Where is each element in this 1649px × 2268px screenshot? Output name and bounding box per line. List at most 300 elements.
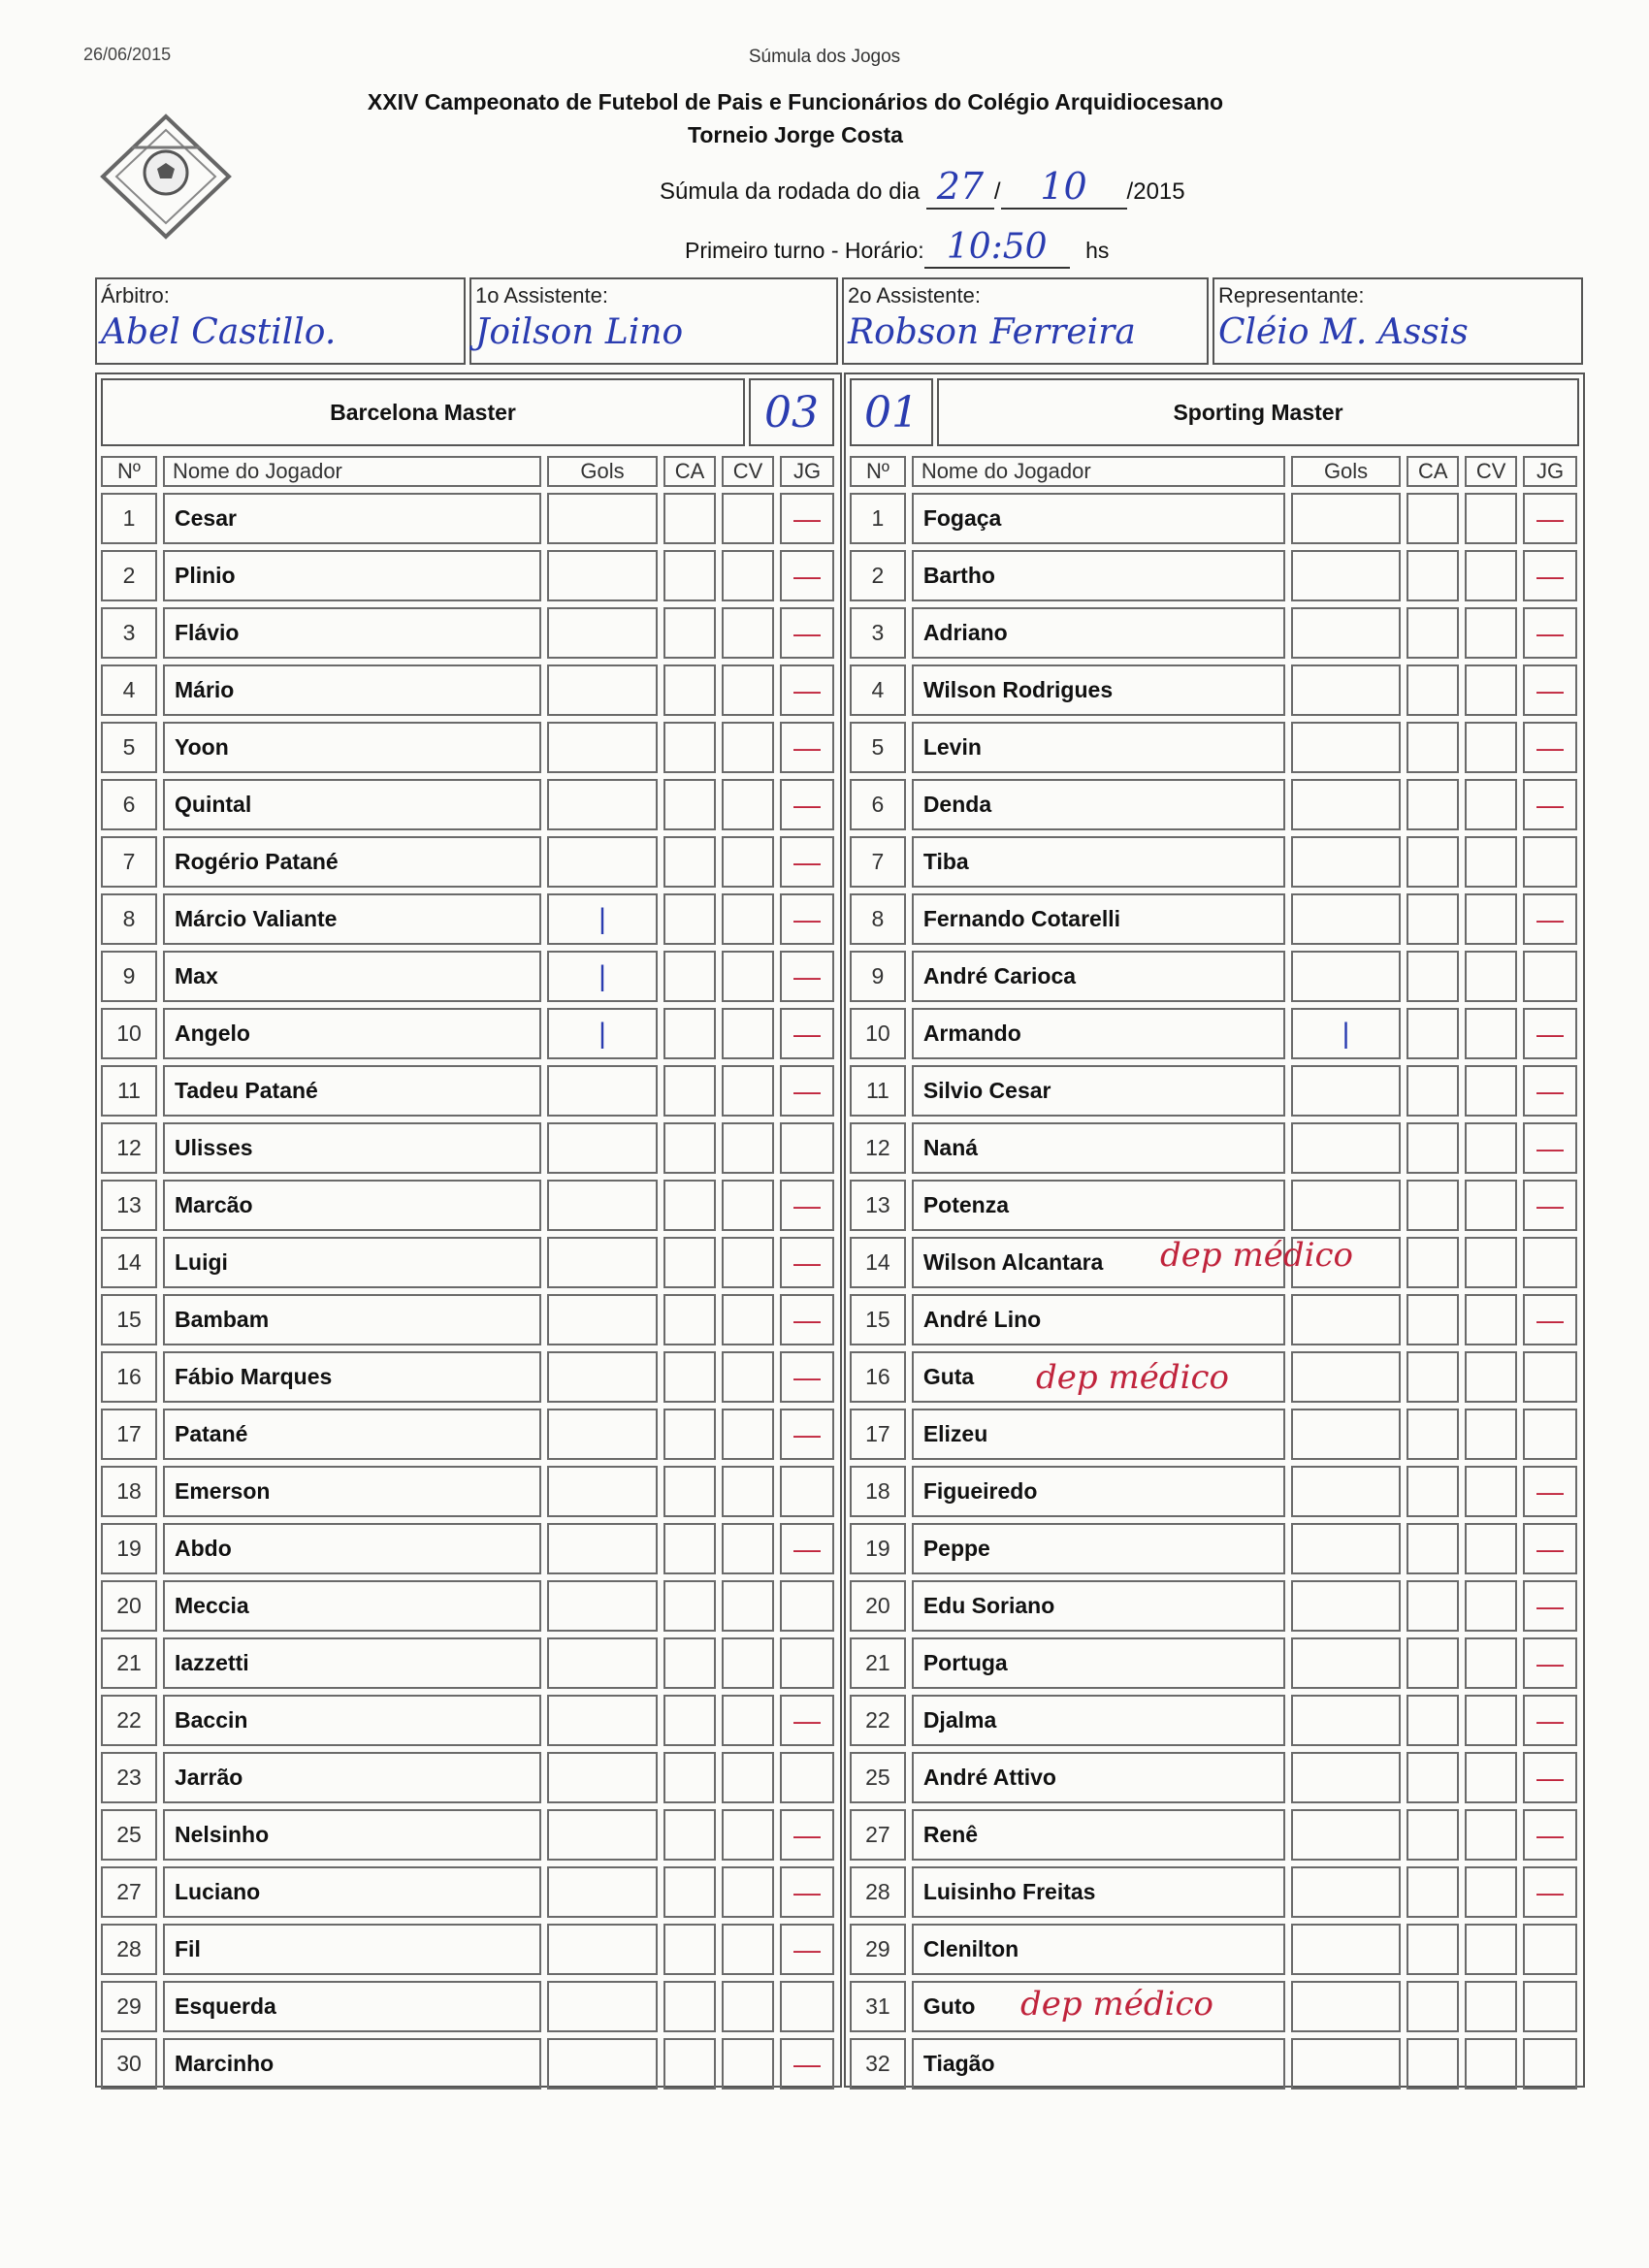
red-card-cell[interactable]	[1465, 1523, 1517, 1574]
goals-cell[interactable]	[1291, 1409, 1402, 1460]
yellow-card-cell[interactable]	[1406, 1351, 1459, 1403]
red-card-cell[interactable]	[722, 1351, 774, 1403]
red-card-cell[interactable]	[722, 722, 774, 773]
goals-cell[interactable]	[547, 1237, 658, 1288]
player-row	[850, 1866, 1577, 1918]
player-number: 32	[850, 2038, 906, 2090]
played-cell[interactable]	[1523, 1237, 1577, 1288]
player-name: Guto	[912, 1981, 1285, 2032]
played-cell[interactable]	[1523, 2038, 1577, 2090]
red-card-cell[interactable]	[1465, 1008, 1517, 1059]
player-number: 11	[850, 1065, 906, 1117]
player-row	[101, 1065, 834, 1117]
red-card-cell[interactable]	[722, 2038, 774, 2090]
red-card-cell[interactable]	[1465, 1237, 1517, 1288]
goals-cell[interactable]	[1291, 493, 1402, 544]
goals-cell[interactable]	[1291, 1122, 1402, 1174]
yellow-card-cell[interactable]	[1406, 1637, 1459, 1689]
red-card-cell[interactable]	[722, 1294, 774, 1345]
played-cell[interactable]: —	[1523, 493, 1577, 544]
yellow-card-cell[interactable]	[663, 1580, 716, 1632]
played-cell[interactable]: —	[780, 607, 834, 659]
player-row	[101, 493, 834, 544]
player-number: 29	[850, 1924, 906, 1975]
yellow-card-cell[interactable]	[663, 493, 716, 544]
player-number: 31	[850, 1981, 906, 2032]
red-card-cell[interactable]	[722, 1008, 774, 1059]
date-day[interactable]: 27	[926, 165, 994, 210]
team-b-score[interactable]: 01	[850, 378, 933, 446]
played-cell[interactable]: —	[780, 1523, 834, 1574]
time-value[interactable]: 10:50	[924, 227, 1070, 269]
goals-cell[interactable]	[1291, 779, 1402, 830]
yellow-card-cell[interactable]	[1406, 664, 1459, 716]
yellow-card-cell[interactable]	[663, 1294, 716, 1345]
red-card-cell[interactable]	[1465, 607, 1517, 659]
goals-cell[interactable]	[1291, 607, 1402, 659]
goals-cell[interactable]	[1291, 893, 1402, 945]
red-card-cell[interactable]	[722, 1695, 774, 1746]
goals-cell[interactable]	[1291, 664, 1402, 716]
played-cell[interactable]: —	[780, 836, 834, 888]
representative-name[interactable]: Cléio M. Assis	[1218, 312, 1469, 352]
goals-cell[interactable]	[1291, 550, 1402, 601]
played-cell[interactable]: —	[1523, 722, 1577, 773]
goals-cell[interactable]	[547, 1351, 658, 1403]
yellow-card-cell[interactable]	[1406, 1695, 1459, 1746]
played-cell[interactable]	[1523, 1409, 1577, 1460]
player-row	[850, 550, 1577, 601]
played-cell[interactable]: —	[780, 722, 834, 773]
goals-cell[interactable]	[1291, 1637, 1402, 1689]
yellow-card-cell[interactable]	[1406, 1065, 1459, 1117]
red-card-cell[interactable]	[1465, 1065, 1517, 1117]
team-b-name: Sporting Master	[937, 378, 1579, 446]
player-number: 25	[850, 1752, 906, 1803]
red-card-cell[interactable]	[722, 1580, 774, 1632]
red-card-cell[interactable]	[1465, 1122, 1517, 1174]
player-name: Adriano	[912, 607, 1285, 659]
goals-cell[interactable]	[547, 1752, 658, 1803]
played-cell[interactable]: —	[780, 493, 834, 544]
yellow-card-cell[interactable]	[1406, 1924, 1459, 1975]
played-cell[interactable]: —	[780, 1180, 834, 1231]
goals-cell[interactable]	[547, 1866, 658, 1918]
player-number: 21	[850, 1637, 906, 1689]
player-row	[850, 951, 1577, 1002]
played-cell[interactable]: —	[1523, 1637, 1577, 1689]
player-number: 21	[101, 1637, 157, 1689]
player-row	[850, 1637, 1577, 1689]
player-name: Fil	[163, 1924, 541, 1975]
player-row	[101, 1924, 834, 1975]
played-cell[interactable]	[1523, 836, 1577, 888]
red-card-cell[interactable]	[722, 1866, 774, 1918]
goals-cell[interactable]	[547, 722, 658, 773]
red-card-cell[interactable]	[722, 493, 774, 544]
red-card-cell[interactable]	[1465, 550, 1517, 601]
player-name: Wilson Alcantara	[912, 1237, 1285, 1288]
player-row	[850, 607, 1577, 659]
played-cell[interactable]: —	[1523, 1809, 1577, 1861]
played-cell[interactable]: —	[780, 550, 834, 601]
red-card-cell[interactable]	[722, 779, 774, 830]
red-card-cell[interactable]	[722, 1180, 774, 1231]
goals-cell[interactable]	[547, 779, 658, 830]
goals-cell[interactable]	[547, 664, 658, 716]
player-number: 16	[850, 1351, 906, 1403]
player-row	[101, 951, 834, 1002]
player-name: Tiba	[912, 836, 1285, 888]
yellow-card-cell[interactable]	[663, 779, 716, 830]
played-cell[interactable]: —	[780, 1008, 834, 1059]
red-card-cell[interactable]	[722, 1924, 774, 1975]
goals-cell[interactable]	[1291, 1466, 1402, 1517]
goals-cell[interactable]: |	[547, 951, 658, 1002]
yellow-card-cell[interactable]	[663, 1809, 716, 1861]
date-month[interactable]: 10	[1001, 165, 1127, 210]
yellow-card-cell[interactable]	[1406, 1981, 1459, 2032]
played-cell[interactable]: —	[780, 1294, 834, 1345]
goals-cell[interactable]	[547, 1809, 658, 1861]
yellow-card-cell[interactable]	[1406, 1466, 1459, 1517]
red-card-cell[interactable]	[1465, 1351, 1517, 1403]
player-row	[850, 1752, 1577, 1803]
played-cell[interactable]	[780, 1752, 834, 1803]
goals-cell[interactable]	[547, 836, 658, 888]
assistant2-label: 2o Assistente:	[848, 283, 981, 308]
player-number: 4	[850, 664, 906, 716]
goals-cell[interactable]	[547, 2038, 658, 2090]
goals-cell[interactable]	[1291, 2038, 1402, 2090]
player-name: Marcinho	[163, 2038, 541, 2090]
red-card-cell[interactable]	[722, 1466, 774, 1517]
yellow-card-cell[interactable]	[1406, 1752, 1459, 1803]
player-name: Wilson Rodrigues	[912, 664, 1285, 716]
yellow-card-cell[interactable]	[1406, 951, 1459, 1002]
player-row	[101, 1122, 834, 1174]
yellow-card-cell[interactable]	[1406, 1866, 1459, 1918]
yellow-card-cell[interactable]	[663, 722, 716, 773]
player-number: 4	[101, 664, 157, 716]
yellow-card-cell[interactable]	[1406, 550, 1459, 601]
played-cell[interactable]	[780, 1466, 834, 1517]
red-card-cell[interactable]	[1465, 1695, 1517, 1746]
player-name: Flávio	[163, 607, 541, 659]
yellow-card-cell[interactable]	[1406, 1237, 1459, 1288]
player-number: 20	[101, 1580, 157, 1632]
played-cell[interactable]: —	[1523, 1466, 1577, 1517]
played-cell[interactable]: —	[1523, 664, 1577, 716]
yellow-card-cell[interactable]	[663, 1122, 716, 1174]
goals-cell[interactable]	[547, 493, 658, 544]
played-cell[interactable]: —	[780, 1924, 834, 1975]
yellow-card-cell[interactable]	[663, 1695, 716, 1746]
yellow-card-cell[interactable]	[663, 951, 716, 1002]
played-cell[interactable]: —	[780, 2038, 834, 2090]
yellow-card-cell[interactable]	[1406, 1008, 1459, 1059]
yellow-card-cell[interactable]	[663, 1065, 716, 1117]
red-card-cell[interactable]	[722, 951, 774, 1002]
yellow-card-cell[interactable]	[1406, 1122, 1459, 1174]
goals-cell[interactable]	[1291, 1809, 1402, 1861]
red-card-cell[interactable]	[722, 550, 774, 601]
played-cell[interactable]: —	[1523, 1695, 1577, 1746]
red-card-cell[interactable]	[1465, 1580, 1517, 1632]
yellow-card-cell[interactable]	[663, 1981, 716, 2032]
red-card-cell[interactable]	[1465, 1409, 1517, 1460]
player-number: 1	[850, 493, 906, 544]
player-name: Luciano	[163, 1866, 541, 1918]
player-row	[850, 1580, 1577, 1632]
player-row	[850, 1466, 1577, 1517]
yellow-card-cell[interactable]	[663, 1924, 716, 1975]
goals-cell[interactable]	[547, 550, 658, 601]
goals-cell[interactable]	[547, 1523, 658, 1574]
red-card-cell[interactable]	[1465, 1637, 1517, 1689]
played-cell[interactable]	[1523, 1981, 1577, 2032]
played-cell[interactable]: —	[1523, 1065, 1577, 1117]
yellow-card-cell[interactable]	[1406, 893, 1459, 945]
yellow-card-cell[interactable]	[1406, 1180, 1459, 1231]
red-card-cell[interactable]	[1465, 1180, 1517, 1231]
player-row	[850, 1409, 1577, 1460]
red-card-cell[interactable]	[722, 1237, 774, 1288]
played-cell[interactable]: —	[1523, 779, 1577, 830]
yellow-card-cell[interactable]	[1406, 1294, 1459, 1345]
played-cell[interactable]: —	[780, 1351, 834, 1403]
player-name: Portuga	[912, 1637, 1285, 1689]
yellow-card-cell[interactable]	[1406, 1409, 1459, 1460]
red-card-cell[interactable]	[1465, 951, 1517, 1002]
col-jg: JG	[1523, 456, 1577, 487]
goals-cell[interactable]	[1291, 1351, 1402, 1403]
goals-cell[interactable]	[547, 1122, 658, 1174]
player-row	[101, 722, 834, 773]
goals-cell[interactable]	[1291, 1065, 1402, 1117]
yellow-card-cell[interactable]	[663, 1752, 716, 1803]
played-cell[interactable]: —	[1523, 893, 1577, 945]
played-cell[interactable]: —	[1523, 1866, 1577, 1918]
goals-cell[interactable]	[547, 1637, 658, 1689]
assistant1-name[interactable]: Joilson Lino	[475, 312, 684, 352]
player-row	[850, 1180, 1577, 1231]
yellow-card-cell[interactable]	[663, 2038, 716, 2090]
goals-cell[interactable]	[1291, 1580, 1402, 1632]
played-cell[interactable]: —	[780, 779, 834, 830]
goals-cell[interactable]	[547, 1695, 658, 1746]
red-card-cell[interactable]	[722, 607, 774, 659]
goals-cell[interactable]	[547, 1981, 658, 2032]
goals-cell[interactable]	[1291, 1866, 1402, 1918]
player-number: 2	[101, 550, 157, 601]
player-row	[101, 893, 834, 945]
red-card-cell[interactable]	[722, 893, 774, 945]
red-card-cell[interactable]	[1465, 1752, 1517, 1803]
goals-cell[interactable]: |	[547, 1008, 658, 1059]
goals-cell[interactable]	[1291, 1695, 1402, 1746]
red-card-cell[interactable]	[722, 1065, 774, 1117]
goals-cell[interactable]: |	[1291, 1008, 1402, 1059]
red-card-cell[interactable]	[722, 1637, 774, 1689]
yellow-card-cell[interactable]	[663, 1008, 716, 1059]
yellow-card-cell[interactable]	[663, 1466, 716, 1517]
col-cv: CV	[1465, 456, 1517, 487]
player-name: Márcio Valiante	[163, 893, 541, 945]
yellow-card-cell[interactable]	[1406, 607, 1459, 659]
played-cell[interactable]: —	[780, 1237, 834, 1288]
red-card-cell[interactable]	[1465, 1866, 1517, 1918]
goals-cell[interactable]	[1291, 1523, 1402, 1574]
red-card-cell[interactable]	[1465, 893, 1517, 945]
yellow-card-cell[interactable]	[1406, 1580, 1459, 1632]
played-cell[interactable]: —	[780, 1866, 834, 1918]
goals-cell[interactable]	[547, 607, 658, 659]
yellow-card-cell[interactable]	[663, 1237, 716, 1288]
player-number: 10	[850, 1008, 906, 1059]
yellow-card-cell[interactable]	[1406, 493, 1459, 544]
red-card-cell[interactable]	[722, 1981, 774, 2032]
assistant2-name[interactable]: Robson Ferreira	[848, 312, 1136, 352]
goals-cell[interactable]	[547, 1924, 658, 1975]
yellow-card-cell[interactable]	[663, 607, 716, 659]
played-cell[interactable]: —	[1523, 1523, 1577, 1574]
red-card-cell[interactable]	[1465, 722, 1517, 773]
player-number: 17	[101, 1409, 157, 1460]
yellow-card-cell[interactable]	[663, 1409, 716, 1460]
played-cell[interactable]	[780, 1981, 834, 2032]
red-card-cell[interactable]	[1465, 2038, 1517, 2090]
played-cell[interactable]: —	[1523, 1294, 1577, 1345]
referee-name[interactable]: Abel Castillo.	[101, 312, 337, 352]
played-cell[interactable]: —	[780, 1409, 834, 1460]
goals-cell[interactable]	[547, 1409, 658, 1460]
goals-cell[interactable]	[1291, 836, 1402, 888]
played-cell[interactable]	[780, 1580, 834, 1632]
yellow-card-cell[interactable]	[663, 893, 716, 945]
red-card-cell[interactable]	[722, 664, 774, 716]
player-name: Fogaça	[912, 493, 1285, 544]
red-card-cell[interactable]	[722, 1122, 774, 1174]
played-cell[interactable]	[1523, 1351, 1577, 1403]
yellow-card-cell[interactable]	[663, 664, 716, 716]
goals-cell[interactable]	[1291, 1924, 1402, 1975]
goals-cell[interactable]	[1291, 951, 1402, 1002]
yellow-card-cell[interactable]	[663, 1523, 716, 1574]
red-card-cell[interactable]	[1465, 1294, 1517, 1345]
goals-cell[interactable]	[1291, 1752, 1402, 1803]
yellow-card-cell[interactable]	[663, 1351, 716, 1403]
player-number: 7	[850, 836, 906, 888]
player-name: Renê	[912, 1809, 1285, 1861]
player-number: 20	[850, 1580, 906, 1632]
red-card-cell[interactable]	[1465, 1466, 1517, 1517]
yellow-card-cell[interactable]	[663, 1180, 716, 1231]
yellow-card-cell[interactable]	[1406, 2038, 1459, 2090]
goals-cell[interactable]: |	[547, 893, 658, 945]
played-cell[interactable]	[1523, 1924, 1577, 1975]
team-a-table	[95, 450, 840, 2095]
goals-cell[interactable]	[1291, 1981, 1402, 2032]
yellow-card-cell[interactable]	[1406, 722, 1459, 773]
played-cell[interactable]	[780, 1637, 834, 1689]
red-card-cell[interactable]	[1465, 1924, 1517, 1975]
played-cell[interactable]: —	[1523, 1180, 1577, 1231]
played-cell[interactable]	[1523, 951, 1577, 1002]
played-cell[interactable]: —	[780, 893, 834, 945]
red-card-cell[interactable]	[1465, 836, 1517, 888]
red-card-cell[interactable]	[1465, 779, 1517, 830]
played-cell[interactable]: —	[1523, 550, 1577, 601]
yellow-card-cell[interactable]	[1406, 779, 1459, 830]
representative-label: Representante:	[1218, 283, 1365, 308]
played-cell[interactable]: —	[780, 664, 834, 716]
played-cell[interactable]	[780, 1122, 834, 1174]
player-row	[850, 1981, 1577, 2032]
red-card-cell[interactable]	[722, 836, 774, 888]
red-card-cell[interactable]	[722, 1409, 774, 1460]
red-card-cell[interactable]	[1465, 1981, 1517, 2032]
player-row	[101, 1466, 834, 1517]
played-cell[interactable]: —	[1523, 1580, 1577, 1632]
goals-cell[interactable]	[547, 1580, 658, 1632]
red-card-cell[interactable]	[722, 1752, 774, 1803]
played-cell[interactable]: —	[1523, 607, 1577, 659]
goals-cell[interactable]	[1291, 722, 1402, 773]
played-cell[interactable]: —	[780, 1065, 834, 1117]
red-card-cell[interactable]	[1465, 1809, 1517, 1861]
red-card-cell[interactable]	[1465, 493, 1517, 544]
team-a-score[interactable]: 03	[749, 378, 834, 446]
goals-cell[interactable]	[547, 1294, 658, 1345]
yellow-card-cell[interactable]	[1406, 836, 1459, 888]
referee-label: Árbitro:	[101, 283, 170, 308]
player-number: 6	[101, 779, 157, 830]
yellow-card-cell[interactable]	[663, 550, 716, 601]
played-cell[interactable]: —	[780, 951, 834, 1002]
player-row	[850, 664, 1577, 716]
red-card-cell[interactable]	[722, 1523, 774, 1574]
played-cell[interactable]: —	[780, 1695, 834, 1746]
player-name: Fábio Marques	[163, 1351, 541, 1403]
goals-cell[interactable]	[547, 1466, 658, 1517]
yellow-card-cell[interactable]	[1406, 1809, 1459, 1861]
player-name: Potenza	[912, 1180, 1285, 1231]
player-row	[850, 1294, 1577, 1345]
goals-cell[interactable]	[547, 1065, 658, 1117]
player-number: 22	[850, 1695, 906, 1746]
yellow-card-cell[interactable]	[663, 1866, 716, 1918]
red-card-cell[interactable]	[722, 1809, 774, 1861]
team-a-name: Barcelona Master	[101, 378, 745, 446]
yellow-card-cell[interactable]	[1406, 1523, 1459, 1574]
yellow-card-cell[interactable]	[663, 1637, 716, 1689]
player-number: 7	[101, 836, 157, 888]
goals-cell[interactable]	[1291, 1180, 1402, 1231]
yellow-card-cell[interactable]	[663, 836, 716, 888]
player-name: Silvio Cesar	[912, 1065, 1285, 1117]
goals-cell[interactable]	[1291, 1294, 1402, 1345]
player-row	[101, 2038, 834, 2090]
played-cell[interactable]: —	[1523, 1008, 1577, 1059]
player-row	[850, 1695, 1577, 1746]
goals-cell[interactable]	[547, 1180, 658, 1231]
played-cell[interactable]: —	[1523, 1122, 1577, 1174]
played-cell[interactable]: —	[780, 1809, 834, 1861]
player-number: 28	[850, 1866, 906, 1918]
red-card-cell[interactable]	[1465, 664, 1517, 716]
played-cell[interactable]: —	[1523, 1752, 1577, 1803]
